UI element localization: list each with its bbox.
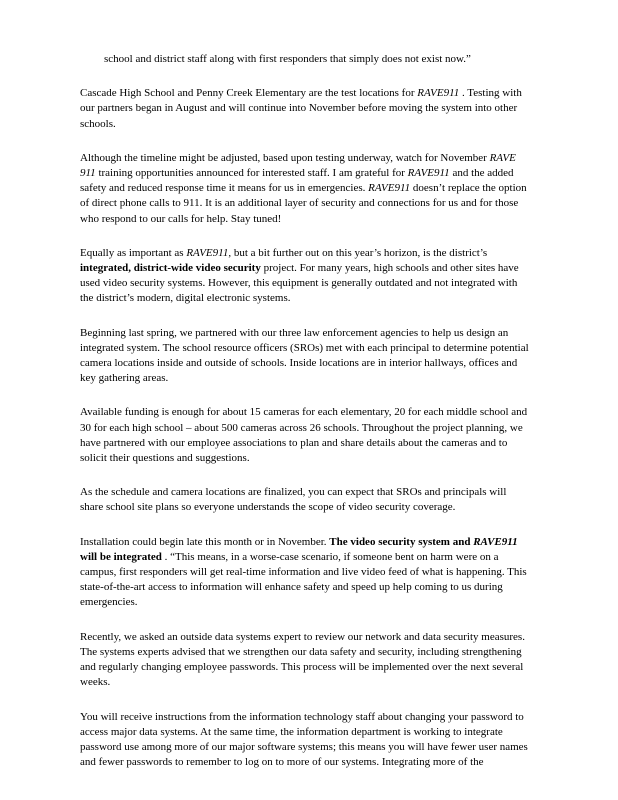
text-run: Equally as important as — [80, 246, 187, 259]
text-run: Beginning last spring, we partnered with our three law enforcement agencies to help us design an integrated system. The school resource officers (SROs) met with each principal to determine potential camera locations inside and outside of schools. Inside locations are in interior hallways, offices and key gathering areas. — [80, 326, 529, 385]
text-run: As the schedule and camera locations are finalized, you can expect that SROs and principals will share school site plans so everyone understands the scope of video security coverage. — [80, 486, 507, 514]
text-run: but a bit further out on this year’s horizon, is the district’s — [231, 246, 488, 259]
text-run: . Testing with our partners began in August and will continue into November before moving the system into other schools. — [80, 87, 522, 130]
text-run: Cascade High School and Penny Creek Elementary are the test locations for — [80, 87, 418, 100]
text-run: and the added safety and reduced response time it means for us in emergencies. — [80, 167, 514, 195]
text-run: integrated, district-wide video security — [80, 262, 261, 275]
text-run: RAVE911 — [368, 182, 411, 195]
document-body — [80, 52, 532, 789]
text-run: training opportunities announced for interested staff. I am grateful for — [95, 167, 408, 180]
paragraph-p1 — [80, 86, 532, 132]
text-run: The video security system and — [329, 535, 474, 548]
paragraph-p9 — [80, 710, 532, 771]
text-run: Recently, we asked an outside data systems expert to review our network and data security measures. The systems experts advised that we strengthen our data safety and security, including strengthening and regularly changing employee passwords. This process will be implemented over the next several weeks. — [80, 630, 525, 689]
paragraph-p6 — [80, 485, 532, 515]
text-run: Installation could begin late this month or in November. — [80, 535, 330, 548]
text-run: . “This means, in a worse-case scenario, if someone bent on harm were on a campus, first responders will get real-time information and live video feed of what is happening. This state-of-the-art access to information will enhance safety and speed up help coming to us during emergencies. — [80, 550, 527, 609]
paragraph-p7 — [80, 535, 532, 611]
paragraph-p2 — [80, 151, 532, 227]
text-run: project. For many years, high schools and other sites have used video security systems. However, this equipment is generally outdated and not integrated with the district’s modern, digital electronic systems. — [80, 262, 519, 305]
paragraph-p5 — [80, 405, 532, 466]
paragraph-p4 — [80, 326, 532, 387]
paragraph-p3 — [80, 246, 532, 307]
text-run: will be integrated — [80, 550, 162, 563]
text-run: RAVE911 — [473, 535, 518, 548]
text-run: RAVE911 — [407, 167, 450, 180]
text-run: Although the timeline might be adjusted, based upon testing underway, watch for November — [80, 151, 490, 164]
text-run: school and district staff along with first responders that simply does not exist now.” — [104, 53, 471, 65]
paragraph-p8 — [80, 630, 532, 691]
paragraph-p0 — [80, 52, 532, 67]
text-run: RAVE911, — [186, 246, 232, 259]
text-run: RAVE 911 — [80, 151, 516, 180]
text-run: You will receive instructions from the information technology staff about changing your password to access major data systems. At the same time, the information department is working to integrate password use among more of our major software systems; this means you will have fewer user names and fewer passwords to remember to log on to more of our systems. Integrating more of the — [80, 710, 528, 769]
text-run: Available funding is enough for about 15 cameras for each elementary, 20 for each middle school and 30 for each high school – about 500 cameras across 26 schools. Throughout the project planning, we have partnered with our employee associations to plan and share details about the cameras and to solicit their questions and suggestions. — [80, 406, 528, 465]
text-run: RAVE911 — [417, 87, 460, 100]
text-run: doesn’t replace the option of direct phone calls to 911. It is an additional layer of security and connections for us and for those who respond to our calls for help. Stay tuned! — [80, 182, 527, 225]
